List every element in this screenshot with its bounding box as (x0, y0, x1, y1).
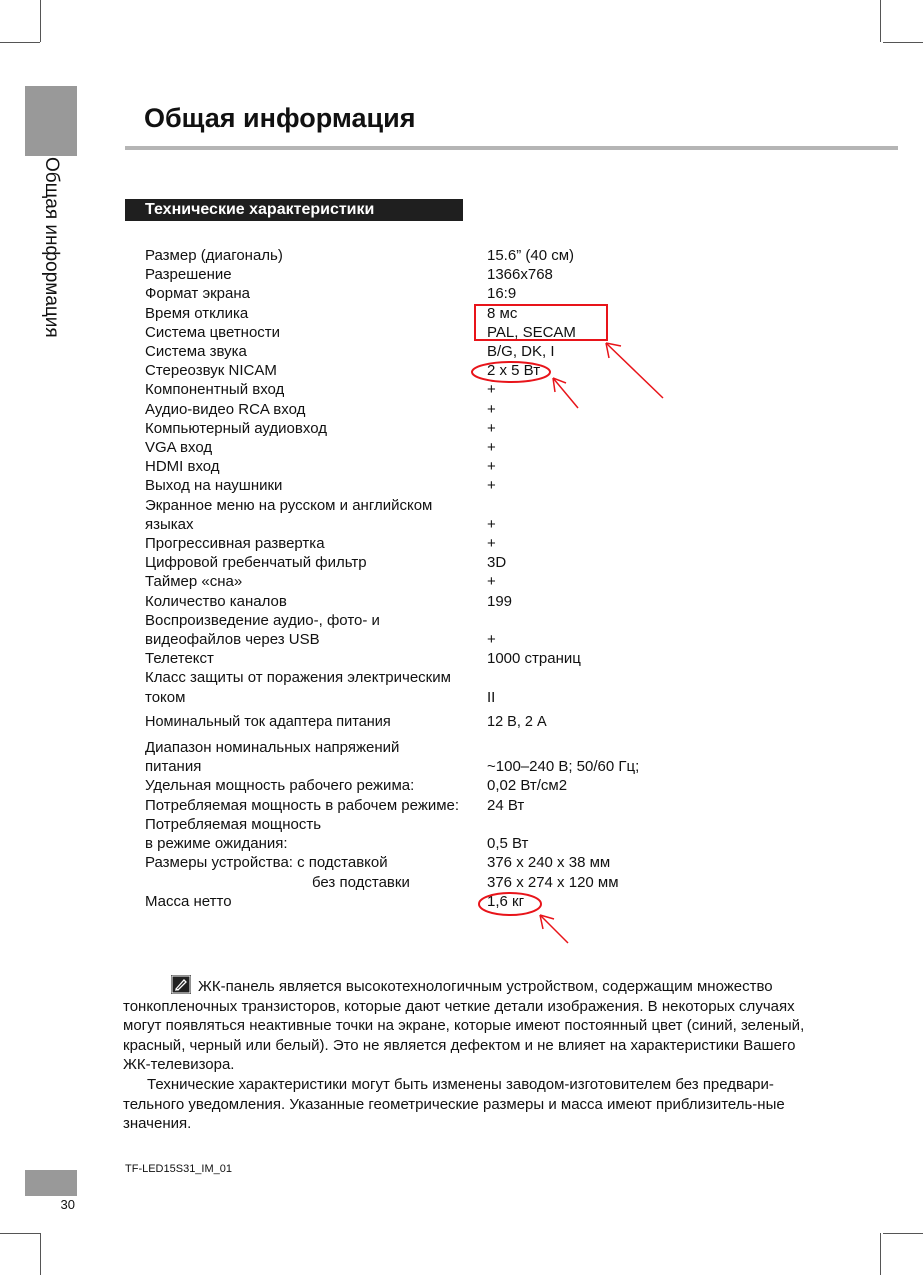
spec-label: Компонентный вход (145, 381, 285, 399)
section-header: Технические характеристики (125, 199, 463, 221)
spec-label: Экранное меню на русском и английском (145, 496, 433, 514)
spec-value: 15.6” (40 см) (487, 247, 575, 264)
spec-value: + (487, 419, 496, 437)
spec-value: 0,02 Вт/см2 (487, 777, 568, 795)
spec-label: Воспроизведение аудио-, фото- и (145, 611, 380, 629)
spec-label: Выход на наушники (145, 477, 283, 495)
spec-value: 376 x 240 x 38 мм (487, 854, 611, 872)
spec-label: в режиме ожидания: (145, 835, 288, 853)
annotation-ellipse (472, 362, 550, 382)
spec-label: Прогрессивная развертка (145, 535, 325, 553)
annotation-arrow (540, 915, 568, 943)
spec-label: Компьютерный аудиовход (145, 419, 327, 437)
spec-label: Аудио-видео RCA вход (145, 400, 306, 418)
page-number: 30 (60, 1197, 75, 1212)
spec-label: Стереозвук NICAM (145, 362, 277, 380)
note-paragraph-2: Технические характеристики могут быть изменены заводом-изготовителем без предвари-тельного уведомления. Указанные геометрические размеры и масса имеют приблизитель-ные значения. (123, 1075, 785, 1133)
spec-label: Масса нетто (145, 892, 232, 910)
spec-value: + (487, 535, 496, 553)
spec-value: 1000 страниц (487, 650, 581, 668)
spec-label: Система цветности (145, 323, 281, 341)
spec-label: питания (145, 758, 202, 776)
spec-value: 24 Вт (487, 796, 525, 814)
spec-label: Количество каналов (145, 592, 287, 610)
spec-label: Потребляемая мощность (145, 815, 322, 833)
spec-label: Разрешение (145, 266, 232, 284)
spec-value: PAL, SECAM (487, 323, 576, 341)
spec-value: 16:9 (487, 285, 517, 303)
spec-label: HDMI вход (145, 458, 220, 476)
spec-value: + (487, 458, 496, 476)
document-code: TF-LED15S31_IM_01 (125, 1163, 232, 1175)
spec-value: + (487, 573, 496, 591)
spec-label: Удельная мощность рабочего режима: (145, 777, 415, 795)
spec-label: Класс защиты от поражения электрическим (145, 669, 451, 687)
spec-value: 0,5 Вт (487, 835, 529, 853)
annotation-box (475, 305, 607, 340)
spec-label: током (145, 688, 186, 706)
spec-label: Размер (диагональ) (145, 247, 283, 264)
spec-label: Цифровой гребенчатый фильтр (145, 554, 367, 572)
spec-label: Потребляемая мощность в рабочем режиме: (145, 796, 460, 814)
spec-value: + (487, 400, 496, 418)
spec-label: Диапазон номинальных напряжений (145, 739, 400, 757)
spec-label: видеофайлов через USB (145, 631, 320, 649)
spec-label: Размеры устройства: с подставкой (145, 854, 388, 872)
spec-value: 12 В, 2 А (487, 713, 547, 730)
spec-value: 199 (487, 592, 513, 610)
note-paragraph-1-text: ЖК-панель является высокотехнологичным устройством, содержащим множество тонкопленочных транзисторов, которые дают четкие детали изображения. В некоторых случаях могут появляться неактивные точки на экране, которые имеют постоянный цвет (синий, зеленый, красный, черный или белый). Это не является дефектом и не влияет на характеристики Вашего ЖК-телевизора. (123, 978, 805, 1074)
spec-label: без подставки (312, 873, 410, 891)
spec-value: II (487, 688, 496, 706)
spec-label: языках (145, 515, 194, 533)
spec-label: Таймер «сна» (145, 573, 243, 591)
spec-value: 2 x 5 Вт (487, 362, 541, 380)
spec-value: + (487, 631, 496, 649)
annotation-ellipse (479, 893, 541, 915)
spec-value: 3D (487, 554, 507, 572)
spec-value: + (487, 439, 496, 457)
spec-label: Номинальный ток адаптера питания (145, 713, 391, 730)
annotation-arrow (606, 343, 663, 398)
spec-label: Формат экрана (145, 285, 250, 303)
spec-label: Система звука (145, 343, 247, 361)
side-tab-label: Общая информация (41, 157, 62, 338)
spec-value: 8 мс (487, 304, 518, 322)
spec-value: 1366x768 (487, 266, 553, 284)
spec-value: 1,6 кг (487, 892, 525, 910)
spec-label: VGA вход (145, 439, 213, 457)
spec-value: 376 x 274 x 120 мм (487, 873, 619, 891)
spec-value: B/G, DK, I (487, 343, 555, 361)
spec-label: Время отклика (145, 304, 249, 322)
spec-label: Телетекст (145, 650, 214, 668)
page-title: Общая информация (144, 103, 416, 133)
spec-value: + (487, 381, 496, 399)
spec-value: + (487, 477, 496, 495)
annotation-arrow (553, 378, 578, 408)
spec-value: ~100–240 В; 50/60 Гц; (487, 758, 640, 776)
spec-value: + (487, 515, 496, 533)
